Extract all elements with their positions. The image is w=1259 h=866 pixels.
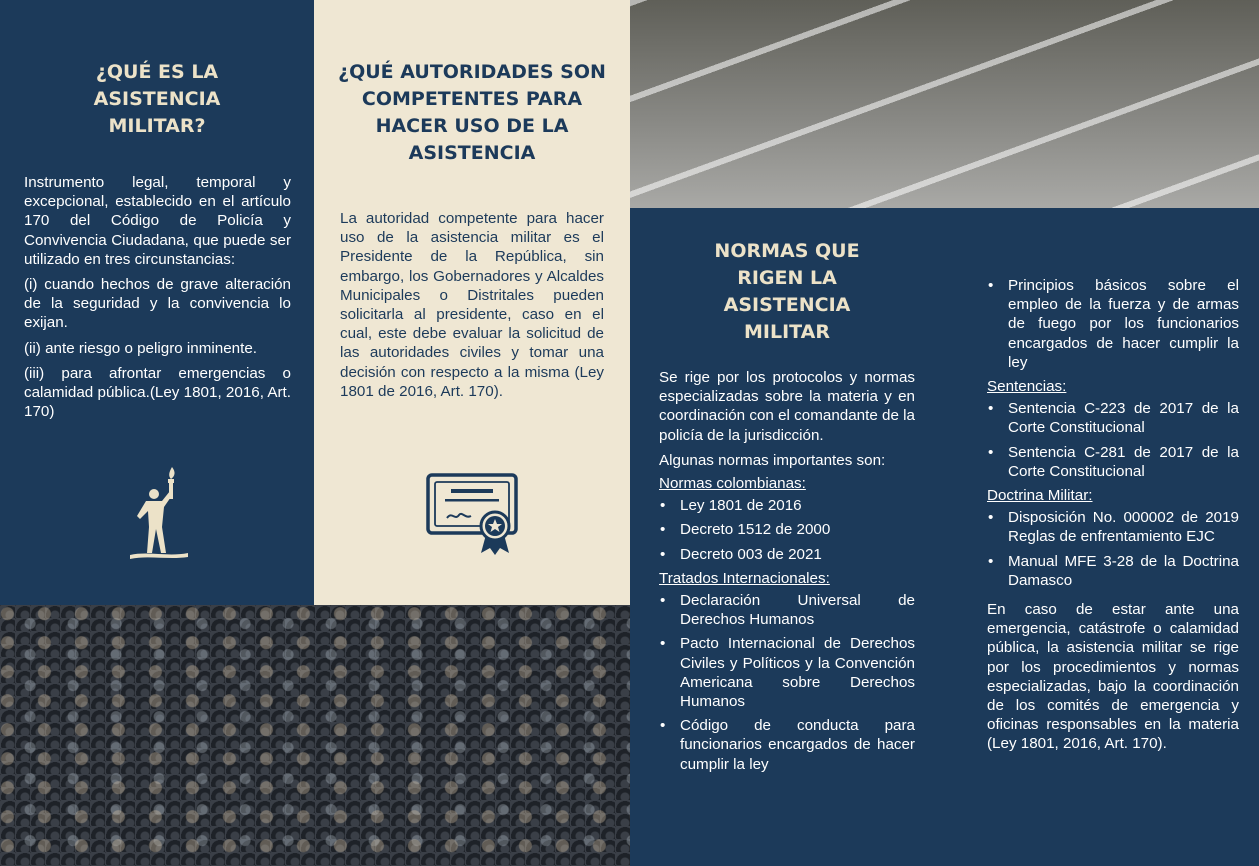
list-item: • Sentencia C-281 de 2017 de la Corte Constitucional: [987, 443, 1239, 481]
circumstance-1: (i) cuando hechos de grave alteración de la seguridad y la convivencia lo exijan.: [24, 276, 291, 332]
panel-que-es: [0, 0, 314, 605]
circumstance-2: (ii) ante riesgo o peligro inminente.: [24, 339, 257, 357]
doctrina-heading: Doctrina Militar:: [987, 487, 1093, 505]
list-item: • Pacto Internacional de Derechos Civiles y Políticos y la Convención Americana sobre Derechos Humanos: [659, 634, 915, 711]
closing-text: En caso de estar ante una emergencia, catástrofe o calamidad pública, la asistencia militar se rige por los procedimientos y normas especializadas, bajo la coordinación de los comités de emergencia y oficinas responsables en la materia (Ley 1801, 2016, Art. 170).: [987, 601, 1239, 753]
circumstance-3: (iii) para afrontar emergencias o calamidad pública.(Ley 1801, 2016, Art. 170): [24, 364, 291, 421]
list-item: • Código de conducta para funcionarios encargados de hacer cumplir la ley: [659, 716, 915, 774]
sentencias-list: [987, 399, 1239, 481]
crowd-photo: [0, 605, 630, 866]
panel-title: ¿QUÉ ES LA ASISTENCIA MILITAR?: [93, 61, 221, 137]
list-item: • Ley 1801 de 2016: [659, 496, 915, 515]
intro-text-2: Algunas normas importantes son:: [659, 451, 886, 469]
panel-title: ¿QUÉ AUTORIDADES SON COMPETENTES PARA HACER USO DE LA ASISTENCIA: [338, 61, 606, 164]
normas-colombianas-list: [659, 496, 915, 564]
panel-text: [659, 368, 915, 779]
list-item: • Declaración Universal de Derechos Humanos: [659, 591, 915, 629]
list-item: • Decreto 1512 de 2000: [659, 520, 915, 539]
panel-text: La autoridad competente para hacer uso de la asistencia militar es el Presidente de la República, sin embargo, los Gobernadores y Alcaldes Municipales o Distritales pueden solicitarla al presidente, caso en el cual, este debe evaluar la solicitud de las autoridades civiles y tomar una decisión con respecto a la misma (Ley 1801 de 2016, Art. 170).: [340, 210, 604, 400]
certificate-icon: [425, 471, 525, 556]
intro-text: Instrumento legal, temporal y excepcional, establecido en el artículo 170 del Código de Policía y Convivencia Ciudadana, que puede ser utilizado en tres circunstancias:: [24, 174, 291, 268]
list-item: • Sentencia C-223 de 2017 de la Corte Constitucional: [987, 399, 1239, 437]
principios-list: [987, 276, 1239, 372]
intro-text: Se rige por los protocolos y normas especializadas sobre la materia y en coordinación con el comandante de la policía de la jurisdicción.: [659, 369, 915, 444]
soldiers-marching-photo: [630, 0, 1259, 208]
panel-normas: [630, 208, 945, 866]
list-item: • Manual MFE 3-28 de la Doctrina Damasco: [987, 552, 1239, 590]
torch-bearer-icon: [128, 467, 190, 561]
panel-text: [987, 276, 1239, 754]
panel-text: [24, 173, 291, 421]
panel-autoridades: [314, 0, 630, 605]
tratados-list: [659, 591, 915, 774]
list-item: • Principios básicos sobre el empleo de la fuerza y de armas de fuego por los funcionarios encargados de hacer cumplir la ley: [987, 276, 1239, 372]
sentencias-heading: Sentencias:: [987, 378, 1067, 396]
tratados-heading: Tratados Internacionales:: [659, 569, 830, 587]
normas-colombianas-heading: Normas colombianas:: [659, 475, 806, 493]
panel-title: NORMAS QUE RIGEN LA ASISTENCIA MILITAR: [714, 240, 860, 343]
panel-normas-continuacion: [945, 208, 1259, 866]
doctrina-list: [987, 508, 1239, 590]
list-item: • Decreto 003 de 2021: [659, 545, 915, 564]
list-item: • Disposición No. 000002 de 2019 Reglas de enfrentamiento EJC: [987, 508, 1239, 546]
